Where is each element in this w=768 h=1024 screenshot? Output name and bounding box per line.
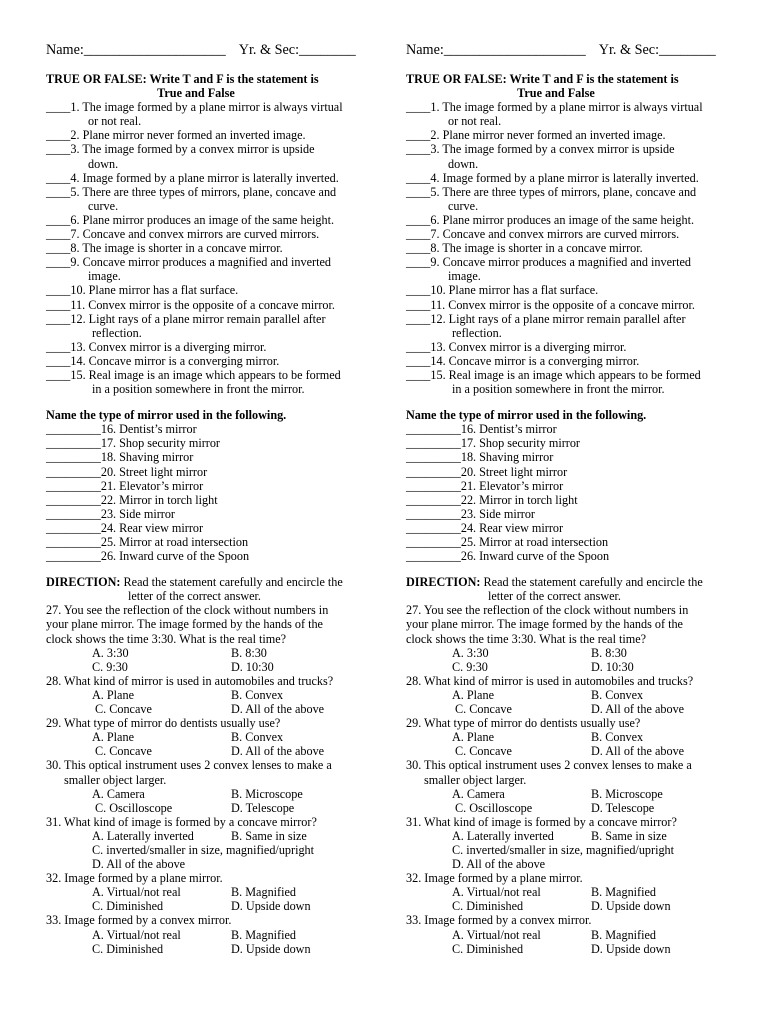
option-d[interactable]: D. All of the above	[591, 744, 685, 759]
option-c[interactable]: C. Concave	[95, 702, 152, 717]
true-false-heading-line1: TRUE OR FALSE: Write T and F is the statement is	[406, 72, 679, 86]
true-false-item: ____7. Concave and convex mirrors are curved mirrors.	[406, 227, 680, 242]
option-c[interactable]: C. 9:30	[92, 659, 128, 674]
option-c[interactable]: C. Diminished	[452, 899, 524, 914]
question-33	[406, 913, 766, 955]
mirror-type-item: _________23. Side mirror	[46, 506, 175, 521]
mirror-type-section	[46, 408, 406, 563]
name-section-line	[46, 40, 406, 60]
question-stem: 30. This optical instrument uses 2 convex lenses to make a	[406, 758, 692, 773]
mirror-type-heading: Name the type of mirror used in the following.	[406, 408, 647, 423]
mirror-type-heading: Name the type of mirror used in the following.	[46, 408, 287, 423]
option-b[interactable]: B. Convex	[231, 687, 284, 702]
mirror-type-item: _________24. Rear view mirror	[46, 520, 204, 535]
answer-options	[46, 829, 406, 843]
option-a[interactable]: A. Camera	[92, 786, 145, 801]
true-false-item-continuation: in a position somewhere in front the mirror.	[92, 382, 305, 397]
true-false-item: ____5. There are three types of mirrors, plane, concave and	[46, 184, 337, 199]
option-a[interactable]: A. Virtual/not real	[452, 885, 541, 900]
direction-text-1: Read the statement carefully and encircle the	[120, 575, 343, 590]
answer-options	[46, 688, 406, 716]
option-d[interactable]: D. 10:30	[591, 659, 634, 674]
option-d[interactable]: D. Telescope	[231, 800, 295, 815]
name-section-line	[406, 40, 766, 60]
option-c[interactable]: C. inverted/smaller in size, magnified/upright	[92, 842, 315, 857]
option-a[interactable]: A. Virtual/not real	[92, 885, 181, 900]
option-c[interactable]: C. inverted/smaller in size, magnified/upright	[452, 842, 675, 857]
true-false-item: ____10. Plane mirror has a flat surface.	[46, 283, 239, 298]
section-label: Yr. & Sec:________	[238, 42, 356, 58]
question-30	[46, 758, 406, 814]
answer-options	[46, 885, 406, 913]
name-label: Name:____________________	[46, 42, 226, 58]
answer-options	[406, 730, 766, 758]
worksheet-copy-right	[406, 0, 766, 1024]
mirror-type-section	[406, 408, 766, 563]
true-false-heading-line2: True and False	[157, 86, 235, 101]
direction-label: DIRECTION:	[46, 575, 121, 590]
true-false-item: ____6. Plane mirror produces an image of the same height.	[406, 212, 695, 227]
direction-text-2: letter of the correct answer.	[488, 589, 621, 604]
option-b[interactable]: B. Magnified	[591, 927, 656, 942]
question-stem: 33. Image formed by a convex mirror.	[406, 913, 592, 928]
option-b[interactable]: B. Convex	[231, 730, 284, 745]
question-31	[406, 815, 766, 871]
mirror-type-item: _________16. Dentist’s mirror	[406, 422, 557, 437]
mirror-type-item: _________21. Elevator’s mirror	[406, 478, 564, 493]
question-stem: your plane mirror. The image formed by the hands of the	[406, 617, 683, 632]
question-stem: clock shows the time 3:30. What is the real time?	[406, 631, 647, 646]
true-false-item: ____3. The image formed by a convex mirror is upside	[406, 142, 675, 157]
question-stem: 33. Image formed by a convex mirror.	[46, 913, 232, 928]
option-c[interactable]: C. Concave	[455, 702, 512, 717]
question-stem: 29. What type of mirror do dentists usually use?	[46, 716, 281, 731]
section-label: Yr. & Sec:________	[598, 42, 716, 58]
option-c[interactable]: C. Diminished	[92, 899, 164, 914]
true-false-item-continuation: in a position somewhere in front the mirror.	[452, 382, 665, 397]
answer-options	[406, 688, 766, 716]
true-false-heading-line1: TRUE OR FALSE: Write T and F is the statement is	[46, 72, 319, 86]
option-b[interactable]: B. Magnified	[591, 885, 656, 900]
true-false-heading-line2: True and False	[517, 86, 595, 101]
direction-heading	[406, 575, 766, 603]
multiple-choice-section	[406, 575, 766, 956]
question-stem: your plane mirror. The image formed by the hands of the	[46, 617, 323, 632]
question-stem: 31. What kind of image is formed by a concave mirror?	[406, 814, 677, 829]
option-d[interactable]: D. Telescope	[591, 800, 655, 815]
option-a[interactable]: A. Plane	[92, 687, 134, 702]
question-stem: 30. This optical instrument uses 2 convex lenses to make a	[46, 758, 332, 773]
option-c[interactable]: C. Oscilloscope	[95, 800, 173, 815]
option-d[interactable]: D. All of the above	[452, 857, 546, 872]
mirror-type-list	[406, 422, 766, 563]
true-false-item-continuation: reflection.	[452, 325, 502, 340]
answer-options	[46, 928, 406, 956]
option-a[interactable]: A. Camera	[452, 786, 505, 801]
question-stem: 29. What type of mirror do dentists usually use?	[406, 716, 641, 731]
option-a[interactable]: A. 3:30	[92, 645, 129, 660]
option-a[interactable]: A. Virtual/not real	[92, 927, 181, 942]
question-29	[46, 716, 406, 758]
option-a[interactable]: A. 3:30	[452, 645, 489, 660]
option-b[interactable]: B. 8:30	[591, 645, 627, 660]
question-30	[406, 758, 766, 814]
mirror-type-list	[46, 422, 406, 563]
mirror-type-item: _________20. Street light mirror	[46, 464, 208, 479]
question-28	[46, 674, 406, 716]
true-false-item: ____7. Concave and convex mirrors are curved mirrors.	[46, 227, 320, 242]
mirror-type-item: _________23. Side mirror	[406, 506, 535, 521]
true-false-section	[46, 72, 406, 396]
option-a[interactable]: A. Virtual/not real	[452, 927, 541, 942]
question-32	[406, 871, 766, 913]
true-false-item: ____2. Plane mirror never formed an inverted image.	[406, 128, 666, 143]
true-false-item-continuation: reflection.	[92, 325, 142, 340]
true-false-item: ____14. Concave mirror is a converging mirror.	[406, 353, 640, 368]
question-stem: 32. Image formed by a plane mirror.	[46, 871, 223, 886]
option-a[interactable]: A. Plane	[452, 730, 494, 745]
option-c[interactable]: C. Concave	[455, 744, 512, 759]
answer-options	[406, 928, 766, 956]
true-false-item: ____11. Convex mirror is the opposite of a concave mirror.	[406, 297, 695, 312]
true-false-item: ____9. Concave mirror produces a magnified and inverted	[406, 255, 691, 270]
question-stem: smaller object larger.	[64, 772, 167, 787]
true-false-item-continuation: curve.	[88, 198, 119, 213]
question-27	[406, 603, 766, 673]
true-false-list	[406, 100, 766, 396]
option-d[interactable]: D. Upside down	[231, 941, 311, 956]
option-d[interactable]: D. All of the above	[591, 702, 685, 717]
option-c[interactable]: C. Diminished	[92, 941, 164, 956]
true-false-item: ____2. Plane mirror never formed an inverted image.	[46, 128, 306, 143]
mirror-type-item: _________26. Inward curve of the Spoon	[406, 549, 610, 564]
true-false-heading	[46, 72, 406, 100]
true-false-item: ____14. Concave mirror is a converging mirror.	[46, 353, 280, 368]
true-false-item: ____1. The image formed by a plane mirror is always virtual	[406, 100, 703, 115]
direction-heading	[46, 575, 406, 603]
question-stem: 28. What kind of mirror is used in automobiles and trucks?	[46, 673, 334, 688]
mirror-type-item: _________26. Inward curve of the Spoon	[46, 549, 250, 564]
option-b[interactable]: B. Microscope	[591, 786, 663, 801]
question-32	[46, 871, 406, 913]
option-a[interactable]: A. Laterally inverted	[452, 828, 554, 843]
option-b[interactable]: B. Magnified	[231, 885, 296, 900]
question-33	[46, 913, 406, 955]
answer-options	[406, 787, 766, 815]
mirror-type-item: _________20. Street light mirror	[406, 464, 568, 479]
mirror-type-item: _________16. Dentist’s mirror	[46, 422, 197, 437]
answer-options	[46, 787, 406, 815]
mirror-type-item: _________18. Shaving mirror	[46, 450, 194, 465]
multiple-choice-section	[46, 575, 406, 956]
option-c[interactable]: C. Concave	[95, 744, 152, 759]
option-d[interactable]: D. All of the above	[231, 702, 325, 717]
question-stem: 28. What kind of mirror is used in automobiles and trucks?	[406, 673, 694, 688]
true-false-item: ____15. Real image is an image which appears to be formed	[46, 367, 341, 382]
option-c[interactable]: C. 9:30	[452, 659, 488, 674]
option-a[interactable]: A. Plane	[92, 730, 134, 745]
option-b[interactable]: B. Microscope	[231, 786, 303, 801]
question-stem: 27. You see the reflection of the clock without numbers in	[46, 603, 329, 618]
mirror-type-item: _________17. Shop security mirror	[46, 436, 220, 451]
true-false-item-continuation: down.	[448, 156, 479, 171]
true-false-item: ____15. Real image is an image which appears to be formed	[406, 367, 701, 382]
true-false-item: ____4. Image formed by a plane mirror is laterally inverted.	[46, 170, 339, 185]
true-false-item: ____12. Light rays of a plane mirror remain parallel after	[406, 311, 686, 326]
option-b[interactable]: B. Magnified	[231, 927, 296, 942]
true-false-item: ____13. Convex mirror is a diverging mirror.	[406, 339, 627, 354]
option-d[interactable]: D. Upside down	[591, 941, 671, 956]
true-false-item: ____11. Convex mirror is the opposite of a concave mirror.	[46, 297, 335, 312]
name-label: Name:____________________	[406, 42, 586, 58]
option-b[interactable]: B. Convex	[591, 730, 644, 745]
true-false-item: ____6. Plane mirror produces an image of the same height.	[46, 212, 335, 227]
direction-text-2: letter of the correct answer.	[128, 589, 261, 604]
option-d[interactable]: D. All of the above	[92, 857, 186, 872]
question-28	[406, 674, 766, 716]
true-false-item: ____4. Image formed by a plane mirror is laterally inverted.	[406, 170, 699, 185]
true-false-item: ____1. The image formed by a plane mirror is always virtual	[46, 100, 343, 115]
true-false-item-continuation: down.	[88, 156, 119, 171]
mirror-type-item: _________25. Mirror at road intersection	[46, 535, 249, 549]
true-false-item-continuation: or not real.	[448, 114, 502, 129]
true-false-item: ____3. The image formed by a convex mirror is upside	[46, 142, 315, 157]
true-false-item: ____10. Plane mirror has a flat surface.	[406, 283, 599, 298]
question-stem: 32. Image formed by a plane mirror.	[406, 871, 583, 886]
mirror-type-item: _________25. Mirror at road intersection	[406, 535, 609, 549]
option-b[interactable]: B. Same in size	[231, 828, 307, 843]
mirror-type-item: _________17. Shop security mirror	[406, 436, 580, 451]
answer-options	[406, 829, 766, 843]
true-false-item: ____12. Light rays of a plane mirror remain parallel after	[46, 311, 326, 326]
question-31	[46, 815, 406, 871]
true-false-item-continuation: curve.	[448, 198, 479, 213]
option-a[interactable]: A. Plane	[452, 687, 494, 702]
question-stem: clock shows the time 3:30. What is the real time?	[46, 631, 287, 646]
true-false-item: ____13. Convex mirror is a diverging mirror.	[46, 339, 267, 354]
option-d[interactable]: D. All of the above	[231, 744, 325, 759]
question-stem: 27. You see the reflection of the clock without numbers in	[406, 603, 689, 618]
question-stem: smaller object larger.	[424, 772, 527, 787]
mirror-type-item: _________18. Shaving mirror	[406, 450, 554, 465]
answer-options	[406, 646, 766, 674]
worksheet-copy-left	[46, 0, 406, 1024]
true-false-item: ____8. The image is shorter in a concave mirror.	[46, 241, 283, 256]
option-b[interactable]: B. 8:30	[231, 645, 267, 660]
mirror-type-item: _________22. Mirror in torch light	[406, 492, 578, 507]
option-c[interactable]: C. Oscilloscope	[455, 800, 533, 815]
option-b[interactable]: B. Convex	[591, 687, 644, 702]
mirror-type-item: _________24. Rear view mirror	[406, 520, 564, 535]
option-d[interactable]: D. Upside down	[591, 899, 671, 914]
true-false-list	[46, 100, 406, 396]
true-false-item-continuation: or not real.	[88, 114, 142, 129]
true-false-heading	[406, 72, 766, 100]
option-d[interactable]: D. 10:30	[231, 659, 274, 674]
true-false-section	[406, 72, 766, 396]
option-d[interactable]: D. Upside down	[231, 899, 311, 914]
mirror-type-item: _________22. Mirror in torch light	[46, 492, 218, 507]
mirror-type-item: _________21. Elevator’s mirror	[46, 478, 204, 493]
direction-label: DIRECTION:	[406, 575, 481, 590]
question-29	[406, 716, 766, 758]
true-false-item-continuation: image.	[448, 269, 481, 284]
answer-options	[406, 885, 766, 913]
question-27	[46, 603, 406, 673]
direction-text-1: Read the statement carefully and encircle the	[480, 575, 703, 590]
true-false-item: ____8. The image is shorter in a concave mirror.	[406, 241, 643, 256]
true-false-item: ____9. Concave mirror produces a magnified and inverted	[46, 255, 331, 270]
true-false-item-continuation: image.	[88, 269, 121, 284]
option-c[interactable]: C. Diminished	[452, 941, 524, 956]
option-a[interactable]: A. Laterally inverted	[92, 828, 194, 843]
option-b[interactable]: B. Same in size	[591, 828, 667, 843]
question-stem: 31. What kind of image is formed by a concave mirror?	[46, 814, 317, 829]
answer-options	[46, 730, 406, 758]
true-false-item: ____5. There are three types of mirrors, plane, concave and	[406, 184, 697, 199]
answer-options	[46, 646, 406, 674]
